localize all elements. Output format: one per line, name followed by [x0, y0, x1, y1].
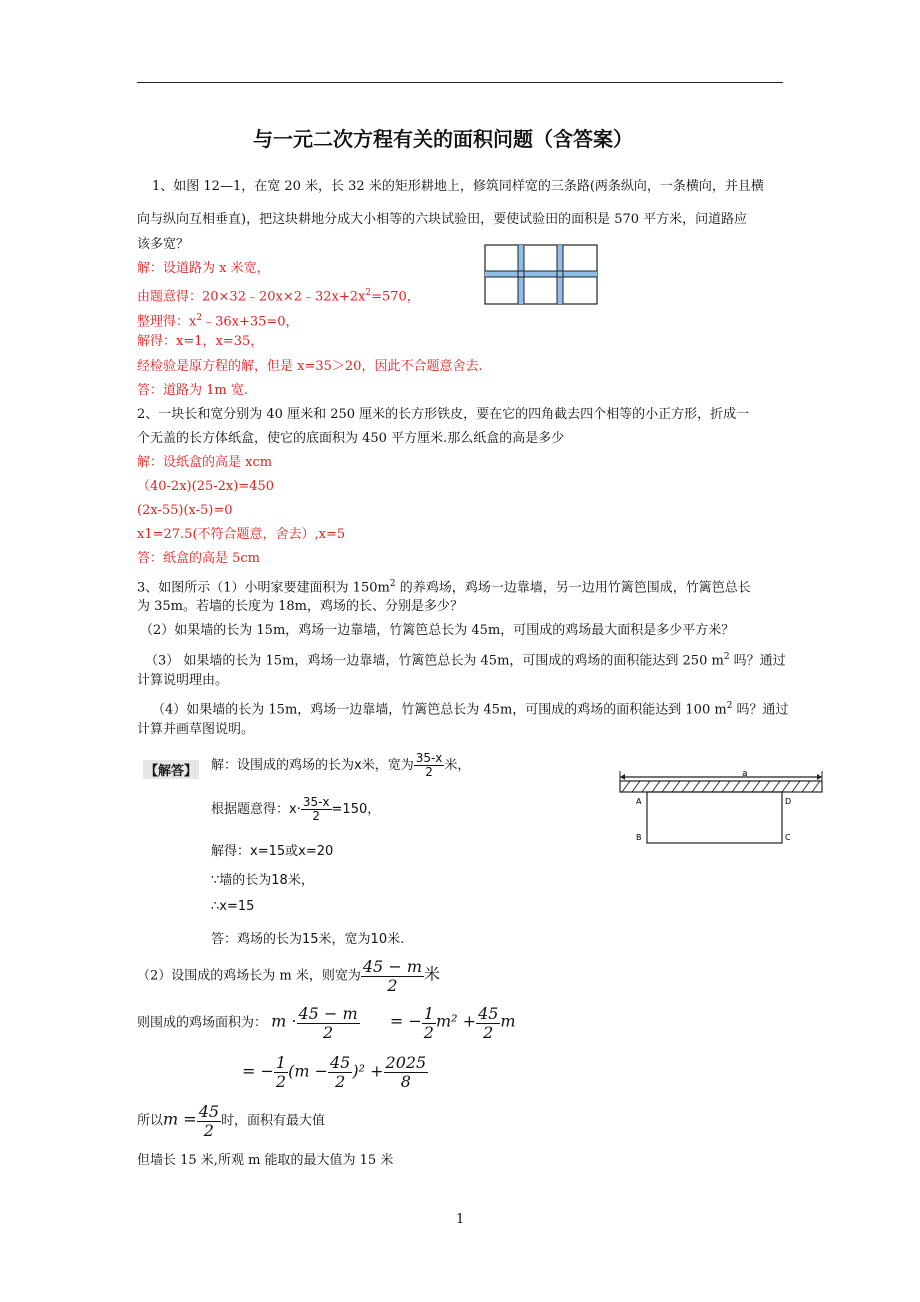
part2-line3: = − $\frac{1}{2}$ (m − $\frac{45}{2}$ )² + $\frac{2025}{8}$ — [242, 1053, 427, 1091]
answer-line5: ∴x=15 — [211, 899, 255, 914]
q1-text-line2: 向与纵向互相垂直)，把这块耕地分成大小相等的六块试验田，要使试验田的面积是 570 平方米，问道路应 — [137, 212, 748, 227]
part2-line4: 所以m = $\frac{45}{2}$ 时，面积有最大值 — [137, 1102, 326, 1140]
answer-line6: 答：鸡场的长为15米，宽为10米. — [211, 932, 405, 947]
q1-sol-line6: 答：道路为 1m 宽. — [137, 383, 248, 398]
figure-label-D: D — [785, 797, 792, 806]
part2-line1: （2）设围成的鸡场长为 m 米，则宽为 $\frac{45 - m}{2}$ 米 — [137, 957, 440, 995]
q1-sol-line4: 解得：x=1，x=35， — [137, 334, 264, 349]
q2-sol-line2: （40-2x)(25-2x)=450 — [137, 479, 274, 494]
q3-part3: （3） 如果墙的长为 15m，鸡场一边靠墙，竹篱笆总长为 45m，可围成的鸡场的面积能达到 250 $m^2$ 吗？通过 — [145, 652, 786, 669]
document-title: 与一元二次方程有关的面积问题（含答案） — [253, 127, 633, 151]
q1-sol-line1: 解：设道路为 x 米宽， — [137, 261, 270, 276]
part2-line5: 但墙长 15 米,所观 m 能取的最大值为 15 米 — [137, 1153, 394, 1168]
q1-text-line1: 1、如图 12—1，在宽 20 米，长 32 米的矩形耕地上，修筑同样宽的三条路(两条纵向，一条横向，并且横 — [152, 179, 764, 194]
page-number: 1 — [456, 1212, 465, 1227]
q1-sol-line3: 整理得：$x^2﹣36x+35=0$， — [137, 313, 299, 330]
answer-line3: 解得：x=15或x=20 — [211, 844, 334, 859]
figure-label-A: A — [636, 797, 642, 806]
answer-tag: 【解答】 — [143, 760, 199, 779]
answer-line1: 解：设围成的鸡场的长为x米，宽为 $\frac{35-x}{2}$ 米， — [211, 751, 471, 780]
q3-text-line2: 为 35m。若墙的长度为 18m，鸡场的长、分别是多少？ — [137, 599, 464, 614]
q3-part3-cont: 计算说明理由。 — [137, 673, 229, 688]
q2-text-line2: 个无盖的长方体纸盒，使它的底面积为 450 平方厘米.那么纸盒的高是多少 — [137, 431, 565, 446]
header-rule — [137, 82, 783, 83]
q1-field-figure — [484, 244, 599, 306]
figure-label-B: B — [636, 833, 642, 842]
q2-sol-line1: 解：设纸盒的高是 xcm — [137, 455, 273, 470]
answer-line2: 根据题意得：x· $\frac{35-x}{2}$ =150， — [211, 795, 381, 824]
q1-text-line3: 该多宽？ — [137, 237, 190, 252]
q2-sol-line3: (2x-55)(x-5)=0 — [137, 503, 233, 518]
q3-part4-cont: 计算并画草图说明。 — [137, 722, 255, 737]
chicken-coop-figure — [616, 766, 828, 848]
q2-sol-line5: 答：纸盒的高是 5cm — [137, 551, 261, 566]
q1-sol-line2: 由题意得：$20\times 32﹣20x\times 2﹣32x+2x^2=570$， — [137, 288, 420, 305]
q1-sol-line5: 经检验是原方程的解，但是 x=35＞20，因此不合题意舍去. — [137, 359, 483, 374]
q3-part2: （2）如果墙的长为 15m，鸡场一边靠墙，竹篱笆总长为 45m，可围成的鸡场最大面积是多少平方米？ — [140, 623, 735, 638]
q3-text-line1: 3、如图所示（1）小明家要建面积为 $150m^2$ 的养鸡场，鸡场一边靠墙，另一边用竹篱笆围成，竹篱笆总长 — [137, 579, 751, 596]
figure-label-C: C — [785, 833, 791, 842]
q2-text-line1: 2、一块长和宽分别为 40 厘米和 250 厘米的长方形铁皮，要在它的四角截去四个相等的小正方形，折成一 — [137, 407, 750, 422]
answer-line4: ∵墙的长为18米， — [211, 873, 314, 888]
q2-sol-line4: x1=27.5(不符合题意，舍去）,x=5 — [137, 527, 346, 542]
part2-line2: 则围成的鸡场面积为： m · $\frac{45 - m}{2}$ = − $\frac{1}{2}$ m² + $\frac{45}{2}$ m — [137, 1004, 516, 1042]
figure-label-a: a — [742, 769, 748, 779]
q3-part4: （4）如果墙的长为 15m，鸡场一边靠墙，竹篱笆总长为 45m，可围成的鸡场的面积能达到 100 $m^2$ 吗？通过 — [152, 701, 789, 718]
